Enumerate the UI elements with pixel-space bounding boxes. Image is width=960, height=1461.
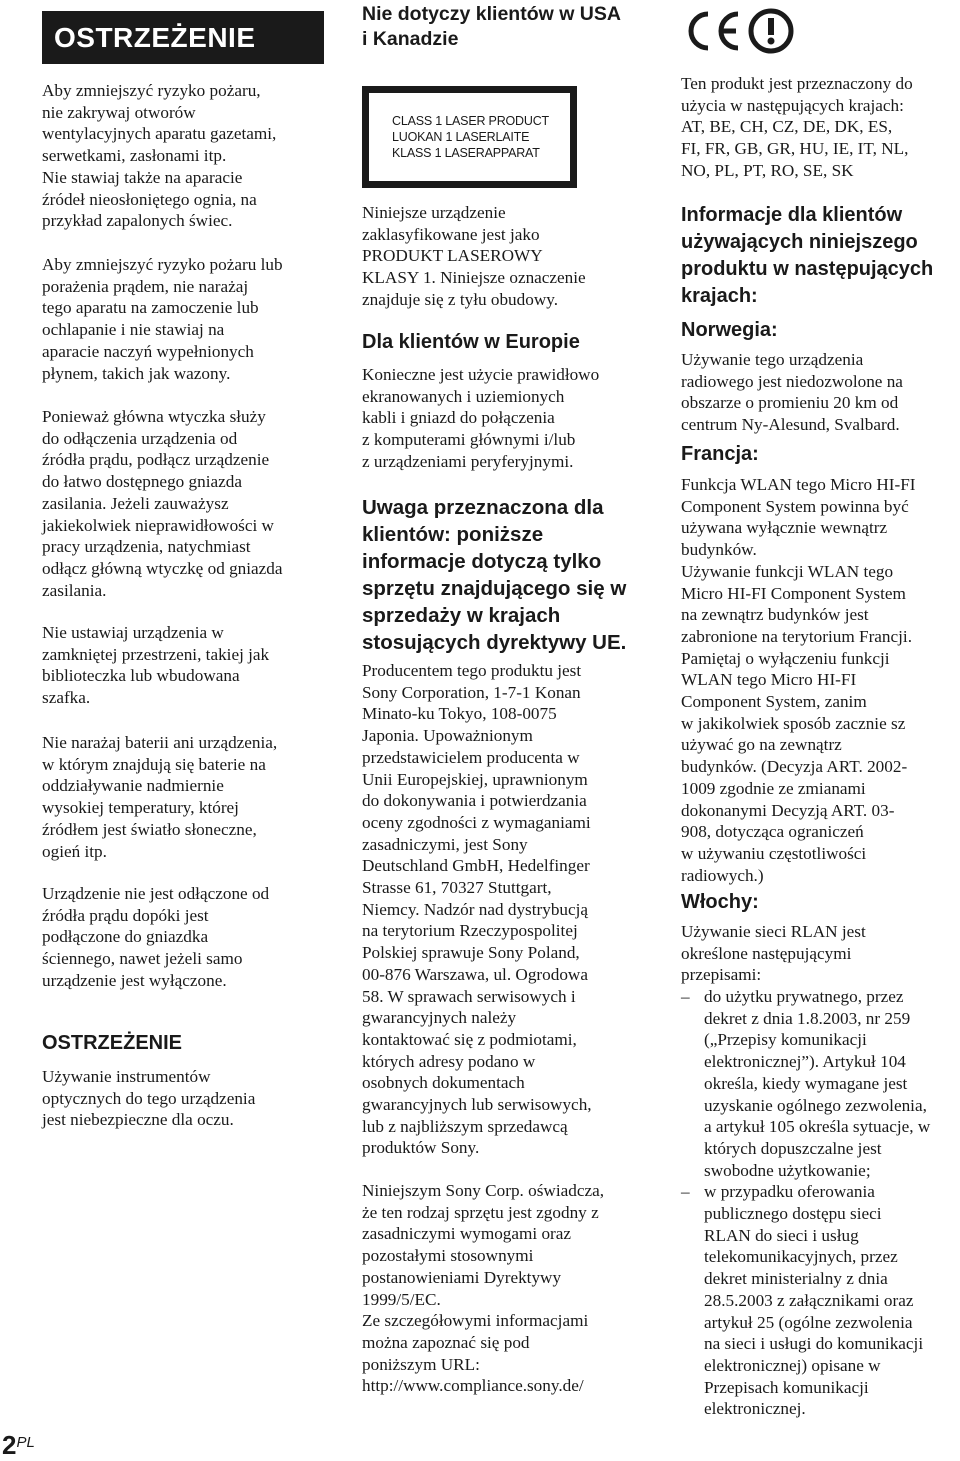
laser-class-label: [362, 86, 577, 188]
paragraph-optical-instruments: Używanie instrumentów optycznych do tego urządzenia jest niebezpieczne dla oczu.: [42, 1067, 256, 1130]
paragraph-countries: Ten produkt jest przeznaczony do użycia w następujących krajach: AT, BE, CH, CZ, DE, DK, ES, FI, FR, GB, GR, HU, IE, IT, NL, NO, PL, PT, RO, SE, SK: [681, 74, 913, 180]
warning-heading-optical: OSTRZEŻENIE: [42, 1032, 183, 1054]
paragraph-norway: Używanie tego urządzenia radiowego jest niedozwolone na obszarze o promieniu 20 km od centrum Ny-Alesund, Svalbard.: [681, 350, 903, 435]
paragraph-main-plug: Ponieważ główna wtyczka służy do odłączenia urządzenia od źródła prądu, podłącz urządzenie do łatwo dostępnego gniazda zasilania. Jeżeli zauważysz jakiekolwiek nieprawidłowości w pracy urządzenia, natychmiast odłącz główną wtyczkę od gniazda zasilania.: [42, 407, 283, 600]
heading-eu-directive: Uwaga przeznaczona dla klientów: poniższe informacje dotyczą tylko sprzętu znajdującego się w sprzedaży w krajach stosujących dyrektywy UE.: [362, 496, 627, 654]
list-item: [681, 986, 960, 1181]
paragraph-power-disconnect: Urządzenie nie jest odłączone od źródła prądu dopóki jest podłączone do gniazdka ściennego, nawet jeżeli samo urządzenie jest wyłączone.: [42, 884, 270, 990]
language-code: PL: [16, 1434, 35, 1451]
list-dash: –: [681, 987, 690, 1006]
page-footer: [2, 1430, 35, 1461]
page-number: 2: [2, 1430, 17, 1460]
warning-banner: OSTRZEŻENIE: [42, 11, 324, 64]
paragraph-battery-heat: Nie narażaj baterii ani urządzenia, w którym znajdują się baterie na oddziaływanie nadmiernie wysokiej temperatury, której źródłem jest światło słoneczne, ogień itp.: [42, 733, 278, 861]
paragraph-italy: Używanie sieci RLAN jest określone następującymi przepisami:: [681, 922, 866, 985]
paragraph-electric-shock: Aby zmniejszyć ryzyko pożaru lub porażenia prądem, nie narażaj tego aparatu na zamoczenie lub ochlapanie i nie stawiaj na aparacie naczyń wypełnionych płynem, takich jak wazony.: [42, 255, 283, 383]
alert-class-2-icon: [748, 8, 794, 54]
paragraph-france: Funkcja WLAN tego Micro HI-FI Component System powinna być używana wyłącznie wewnątrz budynków. Używanie funkcji WLAN tego Micro HI-FI Component System na zewnątrz budynków jest zabronione na terytorium Francji. Pamiętaj o wyłączeniu funkcji WLAN tego Micro HI-FI Component System, zanim w jakikolwiek sposób zacznie sz używać go na zewnątrz budynków. (Decyzja ART. 2002- 1009 zgodnie ze zmianami dokonanymi Decyzją ART. 03- 908, dotycząca ograniczeń w używaniu częstotliwości radiowych.): [681, 475, 916, 885]
list-item: [681, 1181, 960, 1420]
list-item-text: do użytku prywatnego, przez dekret z dnia 1.8.2003, nr 259 („Przepisy komunikacji elektronicznej”). Artykuł 104 określa, kiedy wymagane jest uzyskanie ogólnego zezwolenia, a artykuł 105 określa sytuacje, w których dopuszczalne jest swobodne użytkowanie;: [704, 987, 931, 1180]
paragraph-declaration: Niniejszym Sony Corp. oświadcza, że ten rodzaj sprzętu jest zgodny z zasadniczymi wymogami oraz pozostałymi stosownymi postanowieniami Dyrektywy 1999/5/EC. Ze szczegółowymi informacjami można zapoznać się pod poniższym URL: http://www.compliance.sony.de/: [362, 1181, 605, 1396]
paragraph-enclosed-space: Nie ustawiaj urządzenia w zamkniętej przestrzeni, takiej jak biblioteczka lub wbudowana szafka.: [42, 623, 270, 708]
heading-not-usa-canada: Nie dotyczy klientów w USA i Kanadzie: [362, 3, 621, 50]
italy-regulations-list: [681, 986, 960, 1420]
heading-france: Francja:: [681, 443, 759, 465]
paragraph-laser-class: Niniejsze urządzenie zaklasyfikowane jest jako PRODUKT LASEROWY KLASY 1. Niniejsze oznaczenie znajduje się z tyłu obudowy.: [362, 203, 586, 309]
laser-label-text: CLASS 1 LASER PRODUCT LUOKAN 1 LASERLAITE KLASS 1 LASERAPPARAT: [369, 93, 570, 181]
list-dash: –: [681, 1182, 690, 1202]
ce-mark-icon: [682, 8, 744, 54]
heading-norway: Norwegia:: [681, 319, 778, 341]
paragraph-manufacturer: Producentem tego produktu jest Sony Corporation, 1-7-1 Konan Minato-ku Tokyo, 108-0075 Japonia. Upoważnionym przedstawicielem producenta w Unii Europejskiej, uprawnionym do dokonywania i potwierdzania oceny zgodności z wymaganiami zasadniczymi, jest Sony Deutschland GmbH, Hedelfinger Strasse 61, 70327 Stuttgart, Niemcy. Nadzór nad dystrybucją na terytorium Rzeczypospolitej Polskiej sprawuje Sony Poland, 00-876 Warszawa, ul. Ogrodowa 58. W sprawach serwisowych i gwarancyjnych należy kontaktować się z podmiotami, których adresy podano w osobnych dokumentach gwarancyjnych lub serwisowych, lub z najbliższym sprzedawcą produktów Sony.: [362, 661, 592, 1158]
heading-europe-customers: Dla klientów w Europie: [362, 331, 580, 353]
heading-italy: Włochy:: [681, 891, 759, 913]
heading-country-info: Informacje dla klientów używających niniejszego produktu w następujących krajach:: [681, 204, 934, 307]
paragraph-shielded-cables: Konieczne jest użycie prawidłowo ekranowanych i uziemionych kabli i gniazd do połączenia z komputerami głównymi i/lub z urządzeniami peryferyjnymi.: [362, 365, 600, 471]
list-item-text: w przypadku oferowania publicznego dostępu sieci RLAN do sieci i usług telekomunikacyjnych, przez dekret ministerialny z dnia 28.5.2003 z załącznikami oraz artykuł 25 (ogólne zezwolenia na sieci i usługi do komunikacji elektronicznej) opisane w Przepisach komunikacji elektronicznej.: [704, 1182, 924, 1419]
paragraph-fire-openings: Aby zmniejszyć ryzyko pożaru, nie zakrywaj otworów wentylacyjnych aparatu gazetami, serwetkami, zasłonami itp. Nie stawiaj także na aparacie źródeł nieosłoniętego ognia, na przykład zapalonych świec.: [42, 81, 277, 231]
